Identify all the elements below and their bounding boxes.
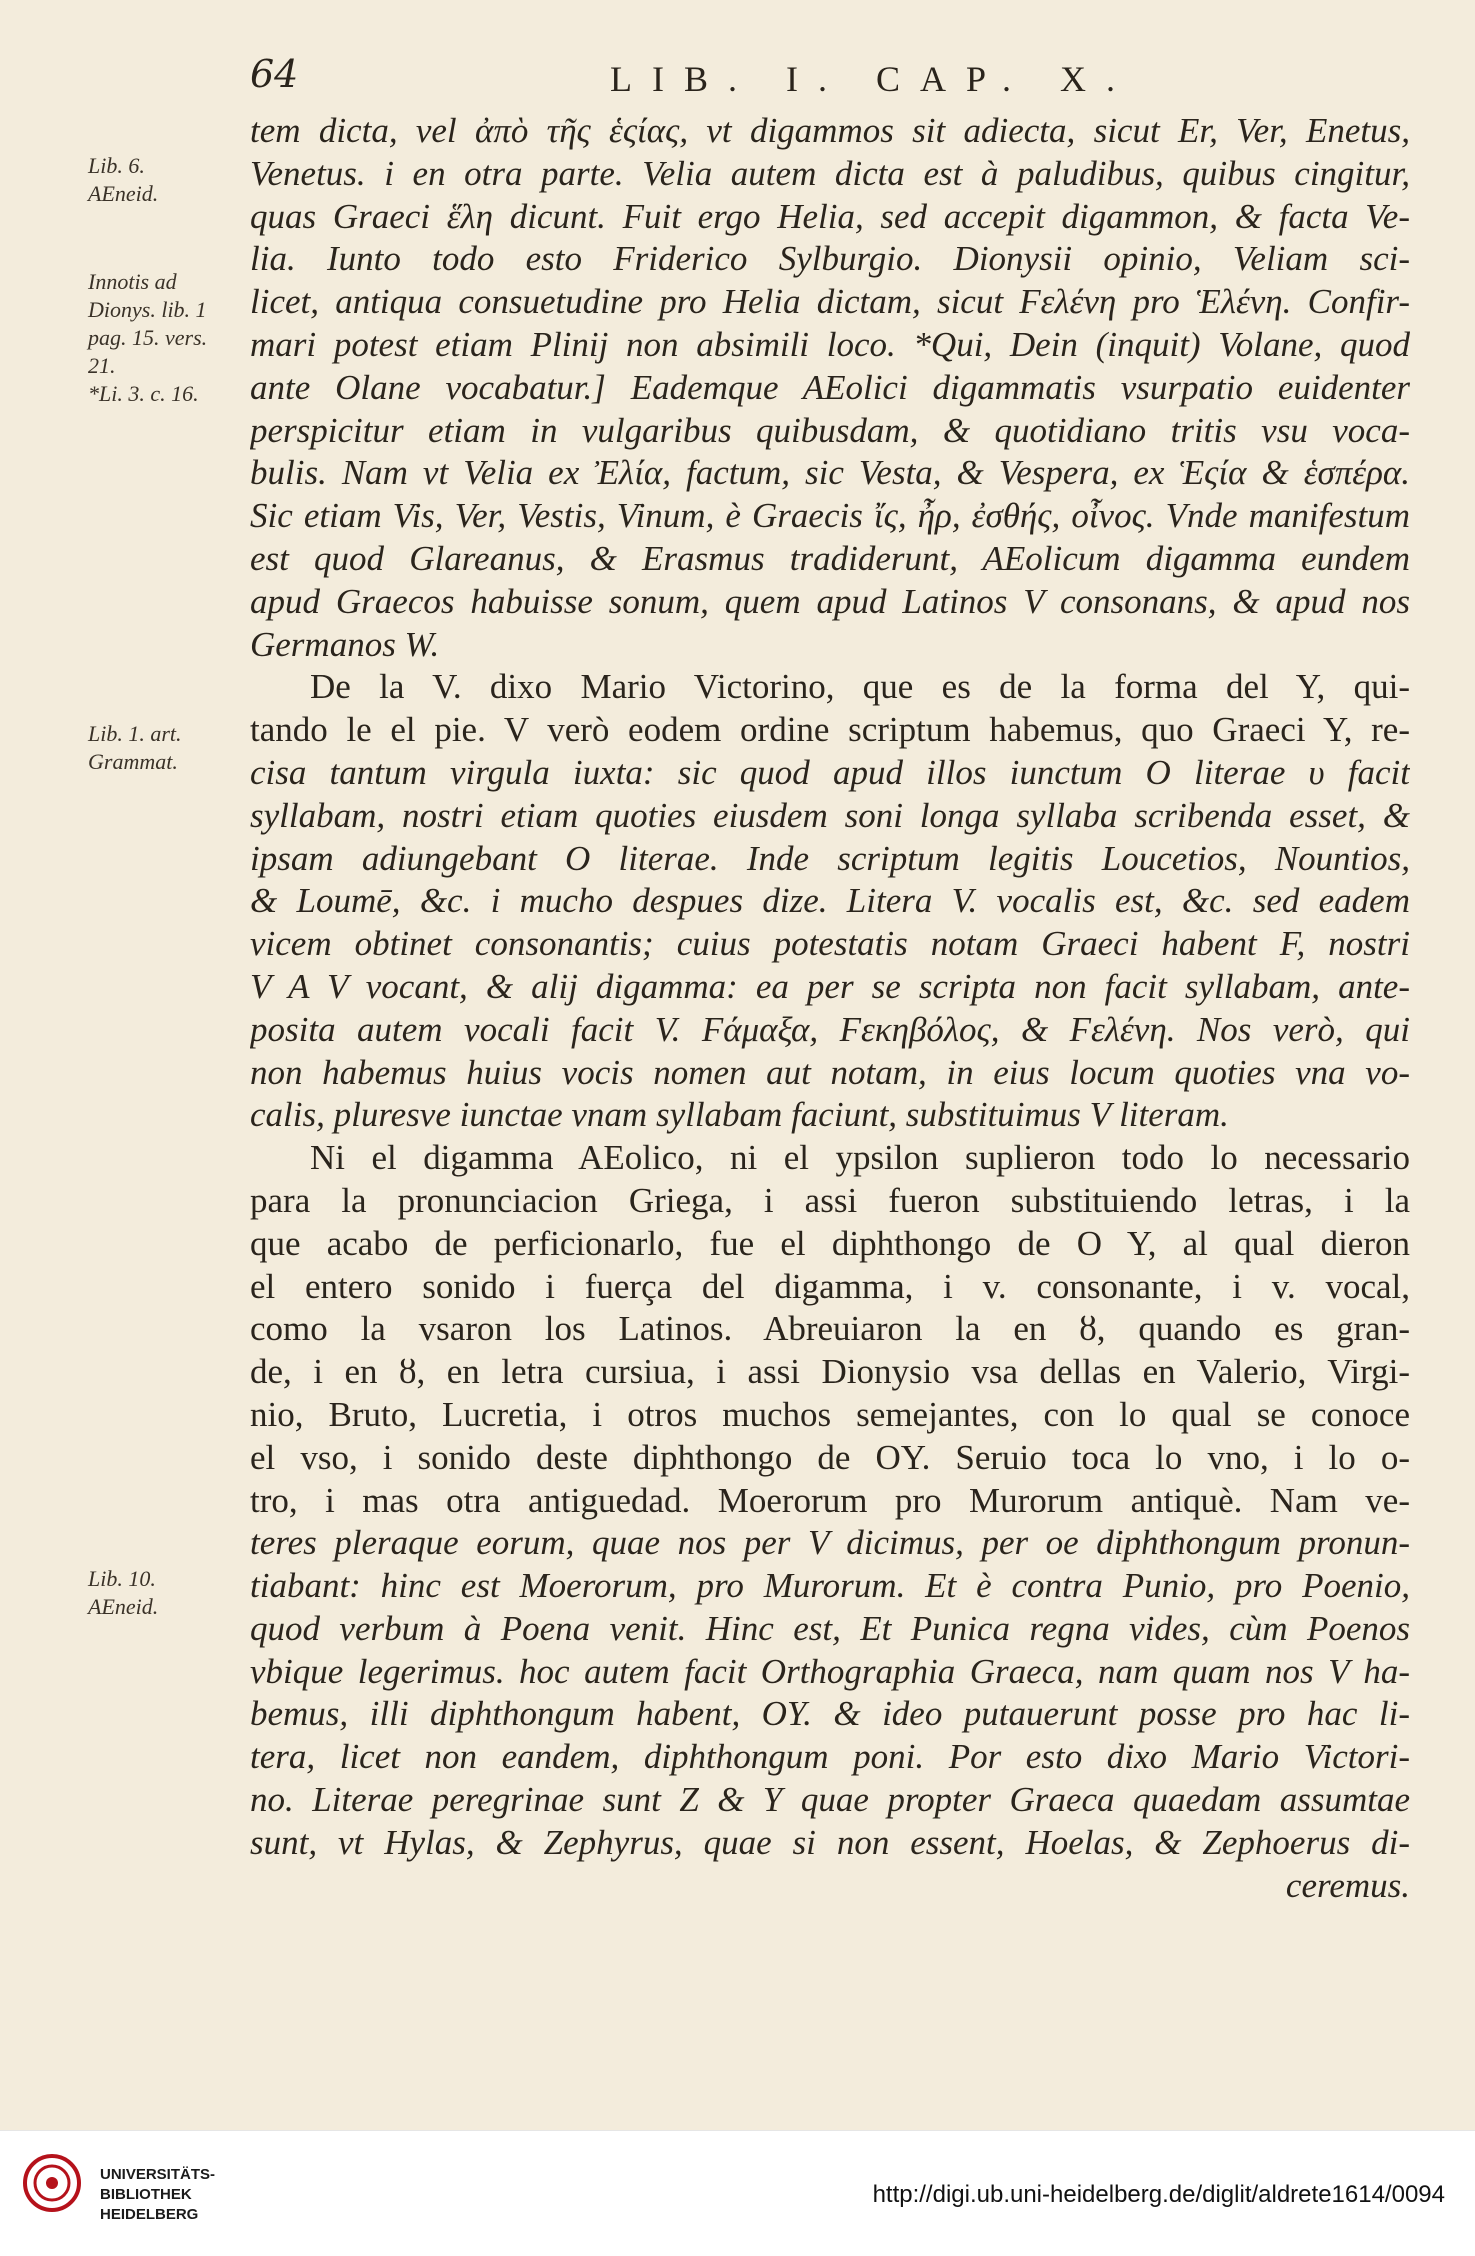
text-line: vbique legerimus. hoc autem facit Orthographia Graeca, nam quam nos V ha-	[250, 1651, 1410, 1691]
library-name	[100, 2165, 215, 2225]
running-title: LIB. I. CAP. X.	[610, 59, 1136, 99]
text-line: el entero sonido i fuerça del digamma, i v. consonante, i v. vocal,	[250, 1266, 1410, 1306]
text-line: para la pronunciacion Griega, i assi fueron substituiendo letras, i la	[250, 1180, 1410, 1220]
margin-note	[88, 1565, 258, 1621]
text-line: Germanos W.	[250, 624, 440, 664]
margin-note-line: Innotis ad	[88, 269, 177, 294]
text-line: ceremus.	[1285, 1865, 1410, 1905]
text-line: licet, antiqua consuetudine pro Helia dictam, sicut Ϝελένη pro Ἑλένη. Confir-	[250, 282, 1410, 322]
margin-note-line: Lib. 6.	[88, 153, 145, 178]
text-line: quas Graeci ἕλη dicunt. Fuit ergo Helia, sed accepit digammon, & facta Ve-	[250, 196, 1410, 236]
text-line: Venetus. i en otra parte. Velia autem dicta est à paludibus, quibus cingitur,	[250, 153, 1410, 193]
text-line: que acabo de perficionarlo, fue el diphthongo de O Y, al qual dieron	[250, 1223, 1410, 1263]
margin-note-line: Lib. 10.	[88, 1566, 156, 1591]
text-line: V A V vocant, & alij digamma: ea per se scripta non facit syllabam, ante-	[250, 966, 1410, 1006]
margin-note-line: AEneid.	[88, 181, 159, 206]
text-line: lia. Iunto todo esto Friderico Sylburgio. Dionysii opinio, Veliam sci-	[250, 239, 1410, 279]
page-number: 64	[250, 52, 299, 96]
margin-note	[88, 152, 258, 208]
main-text	[250, 110, 1410, 1907]
text-line: tem dicta, vel ἀπὸ τῆς ἑςίας, vt digammos sit adiecta, sicut Er, Ver, Enetus,	[250, 111, 1410, 150]
text-line: nio, Bruto, Lucretia, i otros muchos semejantes, con lo qual se conoce	[250, 1394, 1410, 1434]
text-line: ante Olane vocabatur.] Eademque AEolici digammatis vsurpatio euidenter	[250, 367, 1410, 407]
text-line: quod verbum à Poena venit. Hinc est, Et Punica regna vides, cùm Poenos	[250, 1608, 1410, 1648]
text-line: sunt, vt Hylas, & Zephyrus, quae si non essent, Hoelas, & Zephoerus di-	[250, 1822, 1410, 1862]
text-line: De la V. dixo Mario Victorino, que es de la forma del Y, qui-	[310, 667, 1410, 707]
text-line: tera, licet non eandem, diphthongum poni. Por esto dixo Mario Victori-	[250, 1737, 1410, 1777]
text-line: calis, pluresve iunctae vnam syllabam faciunt, substituimus V literam.	[250, 1095, 1229, 1135]
library-name-line: BIBLIOTHEK	[100, 2186, 192, 2203]
library-name-line: UNIVERSITÄTS-	[100, 2166, 216, 2183]
text-line: bemus, illi diphthongum habent, OY. & ideo putauerunt posse pro hac li-	[250, 1694, 1410, 1734]
text-line: Sic etiam Vis, Ver, Vestis, Vinum, è Graecis ἴς, ἦρ, ἐσθής, οἶνος. Vnde manifestum	[250, 496, 1410, 536]
viewer-footer	[0, 2130, 1475, 2256]
text-line: como la vsaron los Latinos. Abreuiaron la en ȣ, quando es gran-	[250, 1309, 1410, 1349]
text-line: bulis. Nam vt Velia ex Ἐλία, factum, sic Vesta, & Vespera, ex Ἑςία & ἑσπέρα.	[250, 453, 1410, 493]
text-line: posita autem vocali facit V. Ϝάμαξα, Ϝεκηβόλος, & Ϝελένη. Nos verò, qui	[250, 1009, 1410, 1049]
text-line: syllabam, nostri etiam quoties eiusdem soni longa syllaba scribenda esset, &	[250, 795, 1410, 835]
text-line: no. Literae peregrinae sunt Z & Y quae propter Graeca quaedam assumtae	[250, 1780, 1410, 1820]
text-line: & Loumē, &c. i mucho despues dize. Litera V. vocalis est, &c. sed eadem	[250, 881, 1410, 921]
margin-note-line: pag. 15. vers.	[88, 325, 208, 350]
running-head	[250, 52, 1400, 102]
margin-note-line: *Li. 3. c. 16.	[88, 381, 199, 406]
text-line: tro, i mas otra antiguedad. Moerorum pro Murorum antiquè. Nam ve-	[250, 1480, 1410, 1520]
text-line: tando le el pie. V verò eodem ordine scriptum habemus, quo Graeci Y, re-	[250, 710, 1410, 750]
text-line: teres pleraque eorum, quae nos per V dicimus, per oe diphthongum pronun-	[250, 1523, 1410, 1563]
margin-note	[88, 720, 258, 776]
margin-notes	[0, 0, 250, 2130]
text-line: vicem obtinet consonantis; cuius potestatis notam Graeci habent F, nostri	[250, 924, 1410, 964]
text-line: non habemus huius vocis nomen aut notam, in eius locum quoties vna vo-	[250, 1052, 1410, 1092]
text-line: el vso, i sonido deste diphthongo de OY. Seruio toca lo vno, i lo o-	[250, 1437, 1410, 1477]
text-line: perspicitur etiam in vulgaribus quibusdam, & quotidiano tritis vsu voca-	[250, 410, 1410, 450]
margin-note-line: Lib. 1. art.	[88, 721, 182, 746]
text-line: Ni el digamma AEolico, ni el ypsilon suplieron todo lo necessario	[310, 1138, 1410, 1178]
margin-note	[88, 268, 258, 408]
text-line: de, i en ȣ, en letra cursiua, i assi Dionysio vsa dellas en Valerio, Virgi-	[250, 1352, 1410, 1392]
margin-note-line: 21.	[88, 353, 116, 378]
university-seal-icon	[22, 2153, 82, 2213]
margin-note-line: AEneid.	[88, 1594, 159, 1619]
text-line: cisa tantum virgula iuxta: sic quod apud illos iunctum O literae υ facit	[250, 752, 1410, 792]
library-name-line: HEIDELBERG	[100, 2206, 199, 2223]
text-line: ipsam adiungebant O literae. Inde scriptum legitis Loucetios, Nountios,	[250, 838, 1410, 878]
text-line: mari potest etiam Plinij non absimili loco. *Qui, Dein (inquit) Volane, quod	[250, 324, 1410, 364]
text-line: tiabant: hinc est Moerorum, pro Murorum. Et è contra Punio, pro Poenio,	[250, 1566, 1410, 1606]
text-line: apud Graecos habuisse sonum, quem apud Latinos V consonans, & apud nos	[250, 581, 1410, 621]
text-line: est quod Glareanus, & Erasmus tradiderunt, AEolicum digamma eundem	[250, 538, 1410, 578]
margin-note-line: Grammat.	[88, 749, 178, 774]
margin-note-line: Dionys. lib. 1	[88, 297, 207, 322]
permalink-url[interactable]: http://digi.ub.uni-heidelberg.de/diglit/aldrete1614/0094	[872, 2181, 1445, 2208]
